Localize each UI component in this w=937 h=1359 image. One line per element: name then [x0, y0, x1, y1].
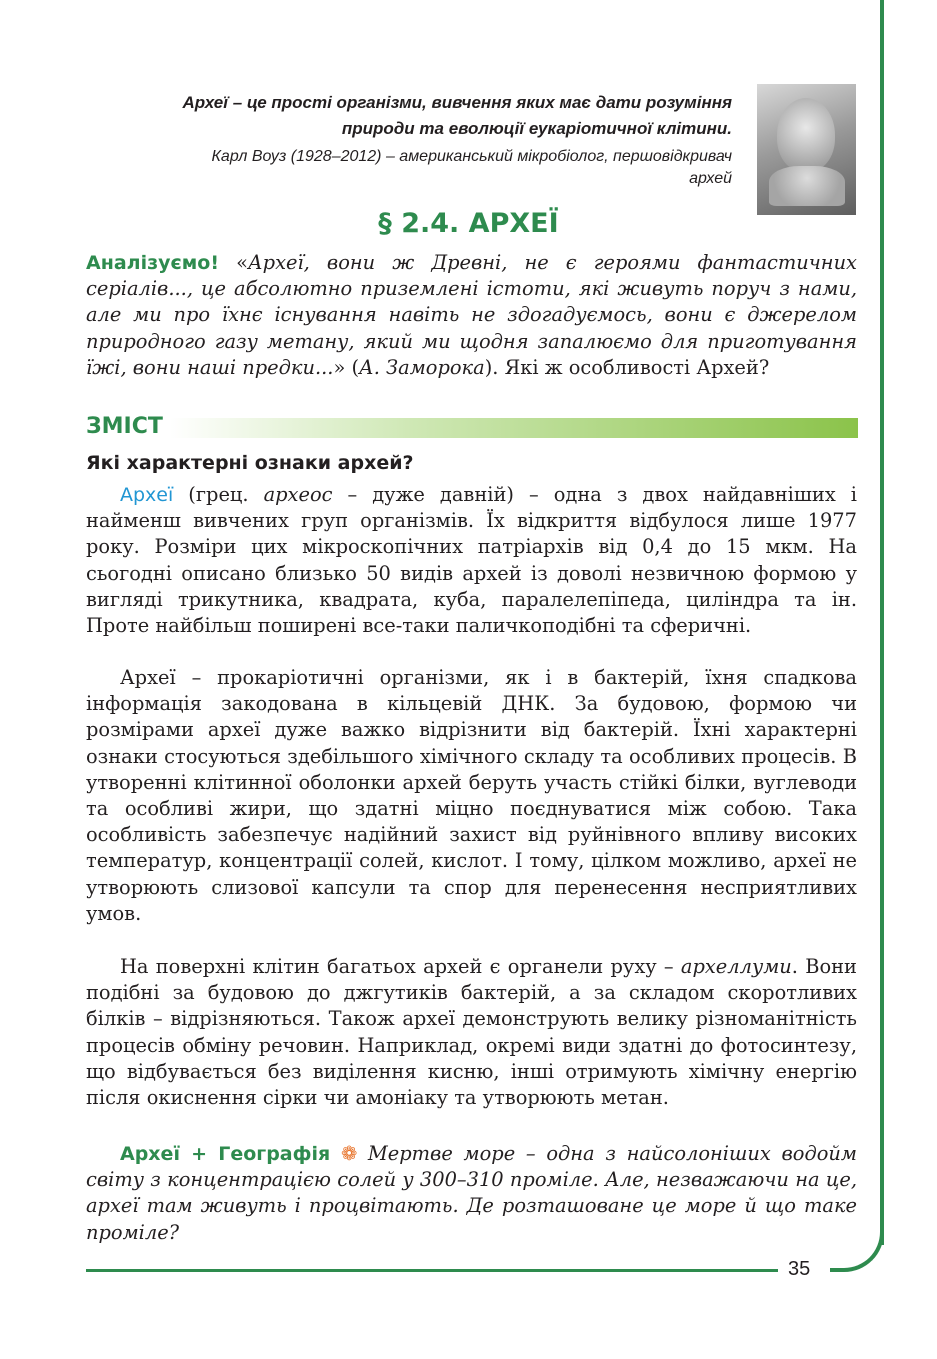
intro-label: Аналізуємо!	[86, 252, 220, 274]
portrait-face	[777, 98, 835, 172]
page-title: § 2.4. АРХЕЇ	[378, 208, 559, 239]
intro-source: А. Заморока	[359, 355, 485, 379]
section-bar	[170, 418, 858, 438]
paragraph-2: Археї – прокаріотичні організми, як і в бактерій, їхня спадкова інформація закодована в кільцевій ДНК. За будовою, формою чи розмірами археї дуже важко відрізнити від бактерій. Їхні характерні ознаки стосуються здебільшого хімічного складу та особливих процесів. В утворенні клітинної оболонки архей беруть участь стійкі білки, вуглеводи та особливі жири, що здатні міцно поєднуватися між собою. Така особливість забезпечує надійний захист від руйнівного впливу високих температур, концентрації солей, кислот. І тому, цілком можливо, археї не утворюють слизової капсули та спор для перенесення несприятливих умов.	[86, 666, 857, 925]
epigraph-author: Карл Воуз (1928–2012) – американський мікробіолог, першовідкривач архей	[211, 148, 732, 187]
page-number: 35	[788, 1258, 811, 1280]
geography-text: Мертве море – одна з найсолоніших водойм світу з концентрацією солей у 300–310 проміле. Але, незважаючи на це, археї там живуть і процвітають. Де розташоване це море й що таке проміле?	[86, 1142, 857, 1244]
geography-label: Археї + Географія	[120, 1143, 331, 1165]
page-frame-right	[880, 0, 884, 1245]
term-archaellum: археллуми	[680, 955, 792, 978]
footer-rule	[86, 1269, 778, 1272]
flower-icon: ❁	[340, 1142, 358, 1165]
intro-quote: Археї, вони ж Древні, не є героями фантастичних серіалів..., це абсолютно приземлені істоти, які живуть поруч з нами, але ми про їхнє існування навіть не здогадуємось, вони є джерелом природного газу метану, який ми щодня запалюємо для приготування їжі, вони наші предки...	[86, 251, 857, 379]
epigraph-quote: Археї – це прості організми, вивчення яких має дати розуміння природи та еволюції еукаріотичної клітини.	[182, 93, 732, 138]
intro-paragraph: Аналізуємо! «Археї, вони ж Древні, не є героями фантастичних серіалів..., це абсолютно приземлені істоти, які живуть поруч з нами, але ми про їхнє існування навіть не здогадуємось, вони є джерелом природного газу метану, який ми щодня запалюємо для приготування їжі, вони наші предки...» (А. Заморока). Які ж особливості Архей?	[86, 251, 857, 379]
term-archaea: Археї	[120, 484, 174, 506]
portrait-photo	[757, 84, 856, 215]
geography-box	[86, 1141, 857, 1246]
epigraph	[172, 90, 732, 190]
portrait-hands	[769, 166, 845, 206]
paragraph-3: На поверхні клітин багатьох архей є органели руху – археллуми. Вони подібні за будовою до джгутиків бактерій, а за складом скоротливих білків – відрізняються. Також археї демонструють велику різноманітність процесів обміну речовин. Наприклад, окремі види здатні до фотосинтезу, що відбувається без виділення кисню, інші отримують хімічну енергію після окиснення сірки чи амоніаку та утворюють метан.	[86, 955, 857, 1110]
subheading: Які характерні ознаки архей?	[86, 452, 414, 474]
paragraph-1: Археї (грец. археос – дуже давній) – одна з двох найдавніших і найменш вивчених груп організмів. Їх відкриття відбулося лише 1977 року. Розміри цих мікроскопічних патріархів від 0,4 до 15 мкм. На сьогодні описано близько 50 видів архей із доволі незвичною формою у вигляді трикутника, квадрата, куба, паралелепіпеда, циліндра та ін. Проте найбільш поширені все-таки паличкоподібні та сферичні.	[86, 483, 857, 638]
section-heading: ЗМІСТ	[86, 414, 163, 439]
